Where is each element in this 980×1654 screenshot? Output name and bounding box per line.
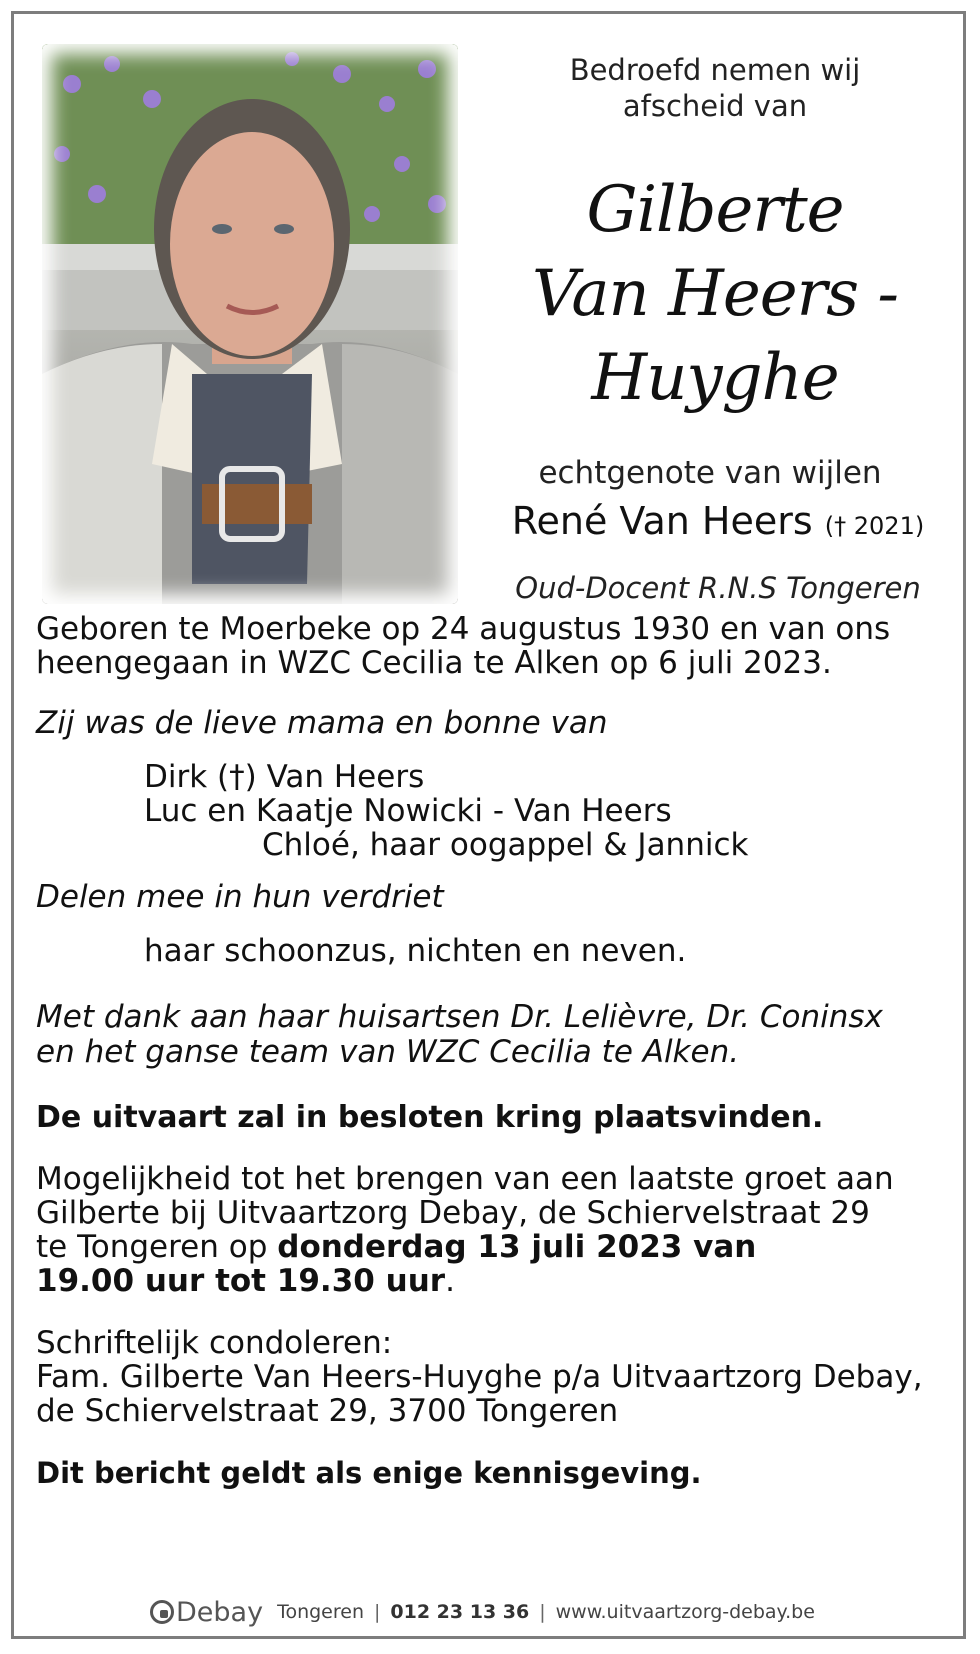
spouse-label: echtgenote van wijlen xyxy=(538,455,882,491)
footer-phone: 012 23 13 36 xyxy=(390,1601,530,1623)
visit-line-3-text: te Tongeren op xyxy=(36,1229,278,1265)
spouse-name: René Van Heers xyxy=(511,499,813,543)
name-line-1: Gilberte xyxy=(586,173,844,247)
thanks-line-2: en het ganse team van WZC Cecilia te Alken. xyxy=(36,1034,740,1070)
visit-line-3 xyxy=(36,1230,756,1265)
debay-logo-icon xyxy=(150,1600,174,1624)
spouse-name-line xyxy=(488,498,948,549)
visit-line-4 xyxy=(36,1264,455,1299)
visit-time: 19.00 uur tot 19.30 uur xyxy=(36,1263,446,1299)
photo-vignette xyxy=(42,44,458,604)
footer-separator-1: | xyxy=(374,1601,381,1623)
footer-website[interactable]: www.uitvaartzorg-debay.be xyxy=(555,1601,815,1623)
funeral-statement: De uitvaart zal in besloten kring plaatsvinden. xyxy=(36,1100,824,1135)
family-member-1: Dirk (†) Van Heers xyxy=(144,759,425,795)
portrait-photo xyxy=(42,44,458,604)
footer-city: Tongeren xyxy=(277,1601,364,1623)
name-line-3: Huyghe xyxy=(591,341,839,415)
visit-line-2: Gilberte bij Uitvaartzorg Debay, de Schiervelstraat 29 xyxy=(36,1195,870,1231)
share-members: haar schoonzus, nichten en neven. xyxy=(144,933,687,969)
birth-line-2: heengegaan in WZC Cecilia te Alken op 6 juli 2023. xyxy=(36,645,832,681)
intro-text xyxy=(520,52,910,124)
notice-statement: Dit bericht geldt als enige kennisgeving. xyxy=(36,1456,702,1490)
deceased-name xyxy=(500,168,930,420)
footer-separator-2: | xyxy=(539,1601,546,1623)
intro-line-2: afscheid van xyxy=(622,89,808,123)
condolence-line-2: de Schiervelstraat 29, 3700 Tongeren xyxy=(36,1393,619,1429)
condolence-label: Schriftelijk condoleren: xyxy=(36,1325,393,1361)
grandchildren: Chloé, haar oogappel & Jannick xyxy=(262,827,749,863)
occupation: Oud-Docent R.N.S Tongeren xyxy=(515,571,921,605)
visit-date: donderdag 13 juli 2023 van xyxy=(277,1229,757,1265)
spouse-death-year: († 2021) xyxy=(824,512,925,540)
footer-logo: Debay xyxy=(176,1596,264,1628)
name-line-2: Van Heers - xyxy=(531,257,899,331)
thanks-line-1: Met dank aan haar huisartsen Dr. Lelièvre, Dr. Coninsx xyxy=(36,999,883,1035)
visit-period: . xyxy=(445,1263,455,1299)
family-member-2: Luc en Kaatje Nowicki - Van Heers xyxy=(144,793,672,829)
intro-line-1: Bedroefd nemen wij xyxy=(569,53,861,87)
share-intro: Delen mee in hun verdriet xyxy=(36,879,444,915)
footer xyxy=(150,1596,815,1628)
visit-line-1: Mogelijkheid tot het brengen van een laatste groet aan xyxy=(36,1161,894,1197)
condolence-line-1: Fam. Gilberte Van Heers-Huyghe p/a Uitvaartzorg Debay, xyxy=(36,1359,923,1395)
family-intro: Zij was de lieve mama en bonne van xyxy=(36,705,608,741)
birth-line-1: Geboren te Moerbeke op 24 augustus 1930 en van ons xyxy=(36,611,891,647)
